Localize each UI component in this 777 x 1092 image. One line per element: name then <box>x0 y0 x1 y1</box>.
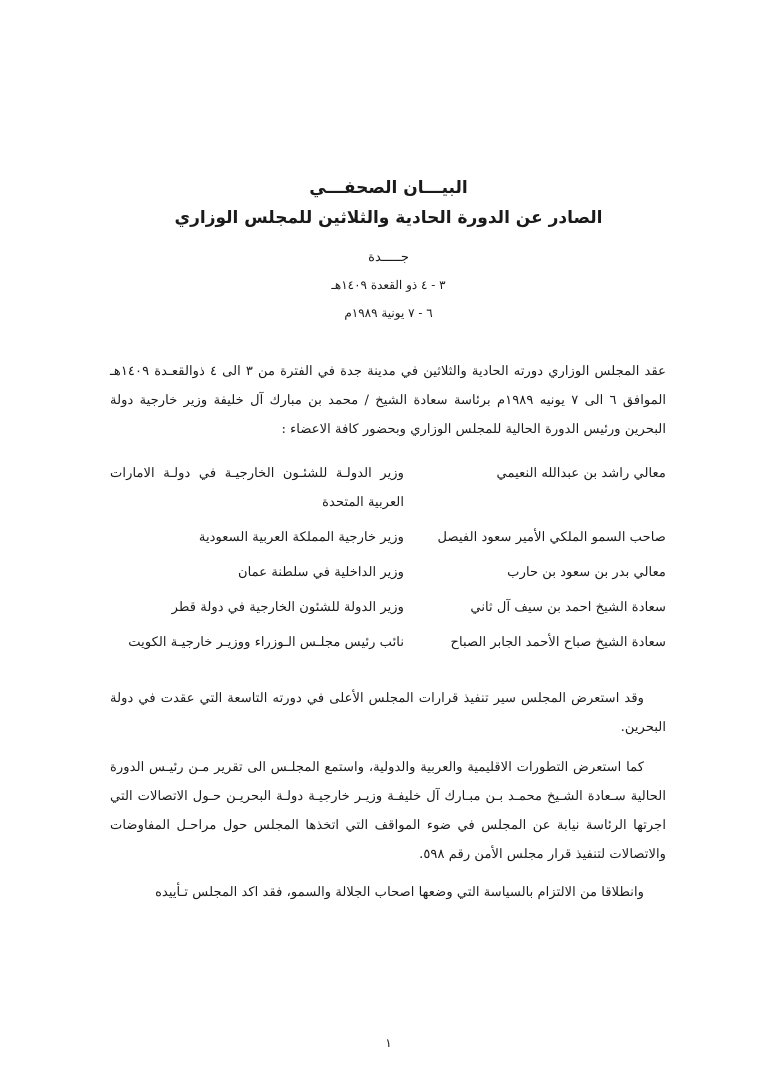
member-role: وزير الدولـة للشئـون الخارجيـة في دولـة الامارات العربية المتحدة <box>110 466 404 510</box>
paragraph-commitment: وانطلاقا من الالتزام بالسياسة التي وضعها اصحاب الجلالة والسمو، فقد اكد المجلس تـأييده <box>155 885 644 900</box>
document-subtitle: الصادر عن الدورة الحادية والثلاثين للمجلس الوزاري <box>174 208 603 228</box>
member-name: سعادة الشيخ صباح الأحمد الجابر الصباح <box>450 635 666 650</box>
member-name: صاحب السمو الملكي الأمير سعود الفيصل <box>437 530 666 545</box>
member-row <box>110 628 666 657</box>
member-role: وزير الداخلية في سلطنة عمان <box>237 565 404 580</box>
member-row <box>110 459 666 517</box>
intro-paragraph: عقد المجلس الوزاري دورته الحادية والثلاثين في مدينة جدة في الفترة من ٣ الى ٤ ذوالقعـدة ١٤٠٩هـ الموافق ٦ الى ٧ يونيه ١٩٨٩م برئاسة سعادة الشيخ / محمد بن مبارك آل خليفة وزير خارجية دولة البحرين ورئيس الدورة الحالية للمجلس الوزاري وبحضور كافة الاعضاء : <box>110 364 666 437</box>
page-number: ١ <box>385 1036 392 1050</box>
member-role: وزير الدولة للشئون الخارجية في دولة قطر <box>171 600 404 615</box>
date-hijri: ٣ - ٤ ذو القعدة ١٤٠٩هـ <box>331 278 446 292</box>
paragraph-developments: كما استعرض التطورات الاقليمية والعربية والدولية، واستمع المجلـس الى تقرير مـن رئيـس الدورة الحالية سـعادة الشـيخ محمـد بـن مبـارك آل خليفـة وزيـر خارجيـة دولـة البحريـن حـول الاتصالات التي اجرتها الرئاسة نيابة عن المجلس في ضوء المواقف التي اتخذها المجلس حول مراحـل المفاوضات والاتصالات لتنفيذ قرار مجلس الأمن رقم ٥٩٨. <box>110 760 666 862</box>
member-row <box>110 593 666 622</box>
document-title: البيـــان الصحفـــي <box>309 178 468 198</box>
city-heading: جـــــدة <box>368 250 409 265</box>
member-name: سعادة الشيخ احمد بن سيف آل ثاني <box>470 600 666 615</box>
paragraph-review-decisions: وقد استعرض المجلس سير تنفيذ قرارات المجلس الأعلى في دورته التاسعة التي عقدت في دولة البحرين. <box>110 691 666 735</box>
date-gregorian: ٦ - ٧ يونية ١٩٨٩م <box>344 306 433 320</box>
member-name: معالي بدر بن سعود بن حارب <box>507 565 666 580</box>
member-name: معالي راشد بن عبدالله النعيمي <box>496 466 666 481</box>
member-row <box>110 558 666 587</box>
members-list <box>110 459 666 663</box>
member-role: وزير خارجية المملكة العربية السعودية <box>198 530 404 545</box>
member-role: نائب رئيس مجلـس الـوزراء ووزيـر خارجيـة الكويت <box>128 635 404 650</box>
member-row <box>110 523 666 552</box>
